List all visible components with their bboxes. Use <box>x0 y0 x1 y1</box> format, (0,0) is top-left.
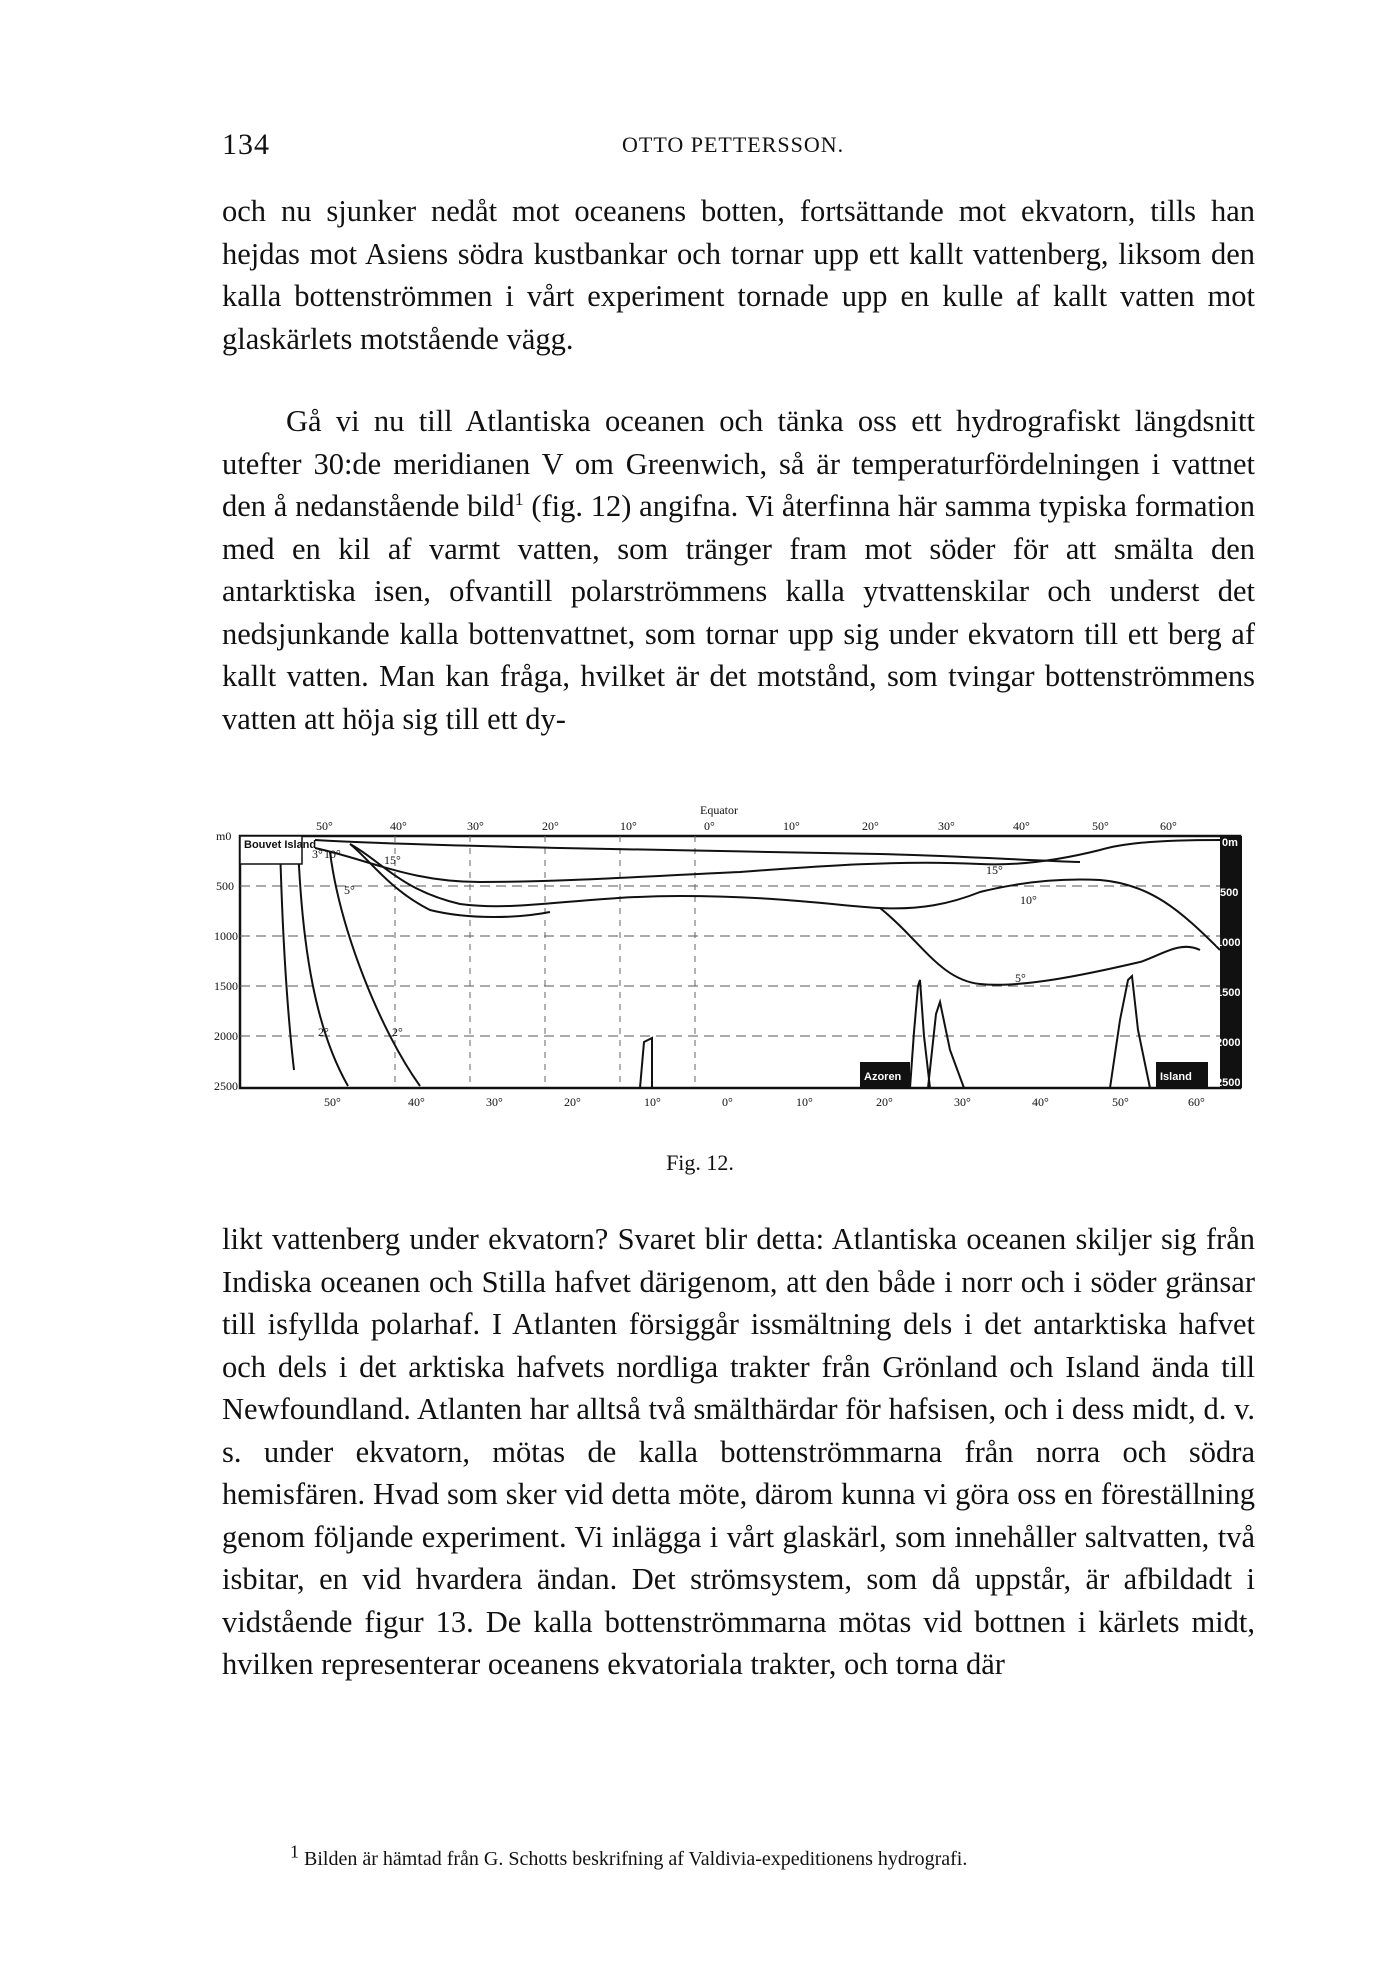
land-right-edge <box>1220 836 1242 1088</box>
tick-bottom: 50° <box>1112 1095 1129 1109</box>
iso-label: 10° <box>1020 893 1037 907</box>
tick-top: 20° <box>542 819 559 833</box>
iso-label: 2° <box>318 1025 329 1039</box>
hydrographic-section-diagram <box>214 800 1260 1140</box>
isotherm-lines <box>280 840 1220 1086</box>
depth-right: 500 <box>1220 887 1239 899</box>
iso-label: 15° <box>384 853 401 867</box>
figure-caption: Fig. 12. <box>666 1150 734 1175</box>
depth-right: 1000 <box>1216 937 1241 949</box>
isotherm-upper <box>315 840 1080 862</box>
tick-top: 40° <box>1013 819 1030 833</box>
iso-label: 5° <box>344 883 355 897</box>
tick-bottom: 0° <box>722 1095 733 1109</box>
tick-bottom: 10° <box>644 1095 661 1109</box>
equator-label: Equator <box>700 803 738 817</box>
depth-left: 2500 <box>214 1079 238 1093</box>
top-tick-labels <box>316 819 1177 833</box>
footnote <box>222 1841 1255 1874</box>
depth-left: 1500 <box>214 979 238 993</box>
azores-ridge-2 <box>928 1002 964 1088</box>
label-island: Island <box>1160 1071 1192 1083</box>
footnote-mark: 1 <box>290 1841 299 1862</box>
tick-top: 30° <box>467 819 484 833</box>
iso-label: 3° <box>312 847 323 861</box>
tick-bottom: 50° <box>324 1095 341 1109</box>
paragraph-2 <box>222 400 1255 740</box>
page-header <box>222 128 1255 168</box>
meridian-gridlines <box>395 836 695 1088</box>
isotherm-3b <box>298 844 348 1086</box>
iso-label: 10° <box>324 847 341 861</box>
paragraph-3: likt vattenberg under ekvatorn? Svaret blir detta: Atlantiska oceanen skiljer sig från Indiska oceanen och Stilla hafvet därigenom, att den både i norr och i söder gränsar till isfyllda polarhaf. I Atlanten försiggår issmältning dels i det antarktiska hafvet och dels i det arktiska hafvets nordliga trakter från Grönland och Island ända till Newfoundland. Atlanten har alltså två smälthärdar för hafsisen, och i dess midt, d. v. s. under ekvatorn, mötas de kalla bottenströmmarna från norra och södra hemisfären. Hvad som sker vid detta möte, därom kunna vi göra oss en föreställning genom följande experiment. Vi inlägga i vårt glaskärl, som innehåller saltvatten, två isbitar, en vid hvardera ändan. Det strömsystem, som då uppstår, är afbildadt i vidstående figur 13. De kalla bottenströmmarna mötas vid bottnen i kärlets midt, hvilken representerar oceanens ekvatoriala trakter, och torna där <box>222 1222 1255 1681</box>
depth-left: 500 <box>216 879 234 893</box>
isotherm-5-north <box>880 908 1200 985</box>
tick-top: 40° <box>390 819 407 833</box>
running-head: OTTO PETTERSSON. <box>622 132 845 157</box>
iso-label: 2° <box>392 1025 403 1039</box>
depth-right: 0m <box>1222 837 1238 849</box>
page-number: 134 <box>222 128 270 161</box>
mid-atlantic-peak <box>640 1038 652 1088</box>
footnote-ref: 1 <box>514 488 524 509</box>
tick-top: 10° <box>620 819 637 833</box>
tick-top: 50° <box>1092 819 1109 833</box>
tick-top: 60° <box>1160 819 1177 833</box>
depth-right: 2000 <box>1216 1037 1241 1049</box>
tick-top: 20° <box>862 819 879 833</box>
tick-bottom: 40° <box>408 1095 425 1109</box>
tick-bottom: 60° <box>1188 1095 1205 1109</box>
depth-left: m0 <box>216 829 232 843</box>
iso-label: 5° <box>1015 971 1026 985</box>
isotherm-15 <box>315 840 1220 882</box>
figure-12 <box>214 800 1260 1140</box>
bottom-tick-labels <box>324 1095 1205 1109</box>
tick-bottom: 30° <box>486 1095 503 1109</box>
tick-top: 50° <box>316 819 333 833</box>
tick-bottom: 30° <box>954 1095 971 1109</box>
depth-right: 1500 <box>1216 987 1241 999</box>
place-labels <box>240 836 1208 1088</box>
tick-top: 10° <box>783 819 800 833</box>
tick-bottom: 40° <box>1032 1095 1049 1109</box>
label-bouvet: Bouvet Island <box>244 839 317 851</box>
azores-ridge-1 <box>910 980 930 1088</box>
isotherm-10 <box>350 844 1220 950</box>
iceland-ridge <box>1110 976 1150 1088</box>
section-frame <box>240 836 1240 1088</box>
tick-top: 30° <box>938 819 955 833</box>
paragraph-1: och nu sjunker nedåt mot oceanens botten, fortsättande mot ekvatorn, tills han hejdas mot Asiens södra kustbankar och tornar upp ett kallt vattenberg, liksom den kalla bottenströmmen i vårt experiment tornade upp en kulle af kallt vatten mot glaskärlets motstående vägg. <box>222 194 1255 356</box>
depth-gridlines <box>240 886 1220 1036</box>
label-azoren: Azoren <box>864 1071 902 1083</box>
tick-bottom: 10° <box>796 1095 813 1109</box>
depth-left: 1000 <box>214 929 238 943</box>
paragraph-2-text-a: Gå vi nu till Atlantiska oceanen och tänka oss ett hydrografiskt längdsnitt utefter 30:de meridianen V om Greenwich, så är temperaturfördelningen i vattnet den å nedanstående bild <box>222 404 1255 523</box>
footnote-text: Bilden är hämtad från G. Schotts beskrifning af Valdivia-expeditionens hydrografi. <box>299 1848 968 1870</box>
tick-bottom: 20° <box>876 1095 893 1109</box>
iso-label: 15° <box>986 863 1003 877</box>
tick-bottom: 20° <box>564 1095 581 1109</box>
depth-right: 2500 <box>1216 1077 1241 1089</box>
tick-top: 0° <box>704 819 715 833</box>
paragraph-2-text-b: (fig. 12) angifna. Vi återfinna här samma typiska formation med en kil af varmt vatten, som tränger fram mot söder för att smälta den antarktiska isen, ofvantill polarströmmens kalla ytvattenskilar och underst det nedsjunkande kalla bottenvattnet, som tornar upp sig under ekvatorn till ett berg af kallt vatten. Man kan fråga, hvilket är det motstånd, som tvingar bottenströmmens vatten att höja sig till ett dy- <box>222 489 1255 736</box>
depth-left: 2000 <box>214 1029 238 1043</box>
